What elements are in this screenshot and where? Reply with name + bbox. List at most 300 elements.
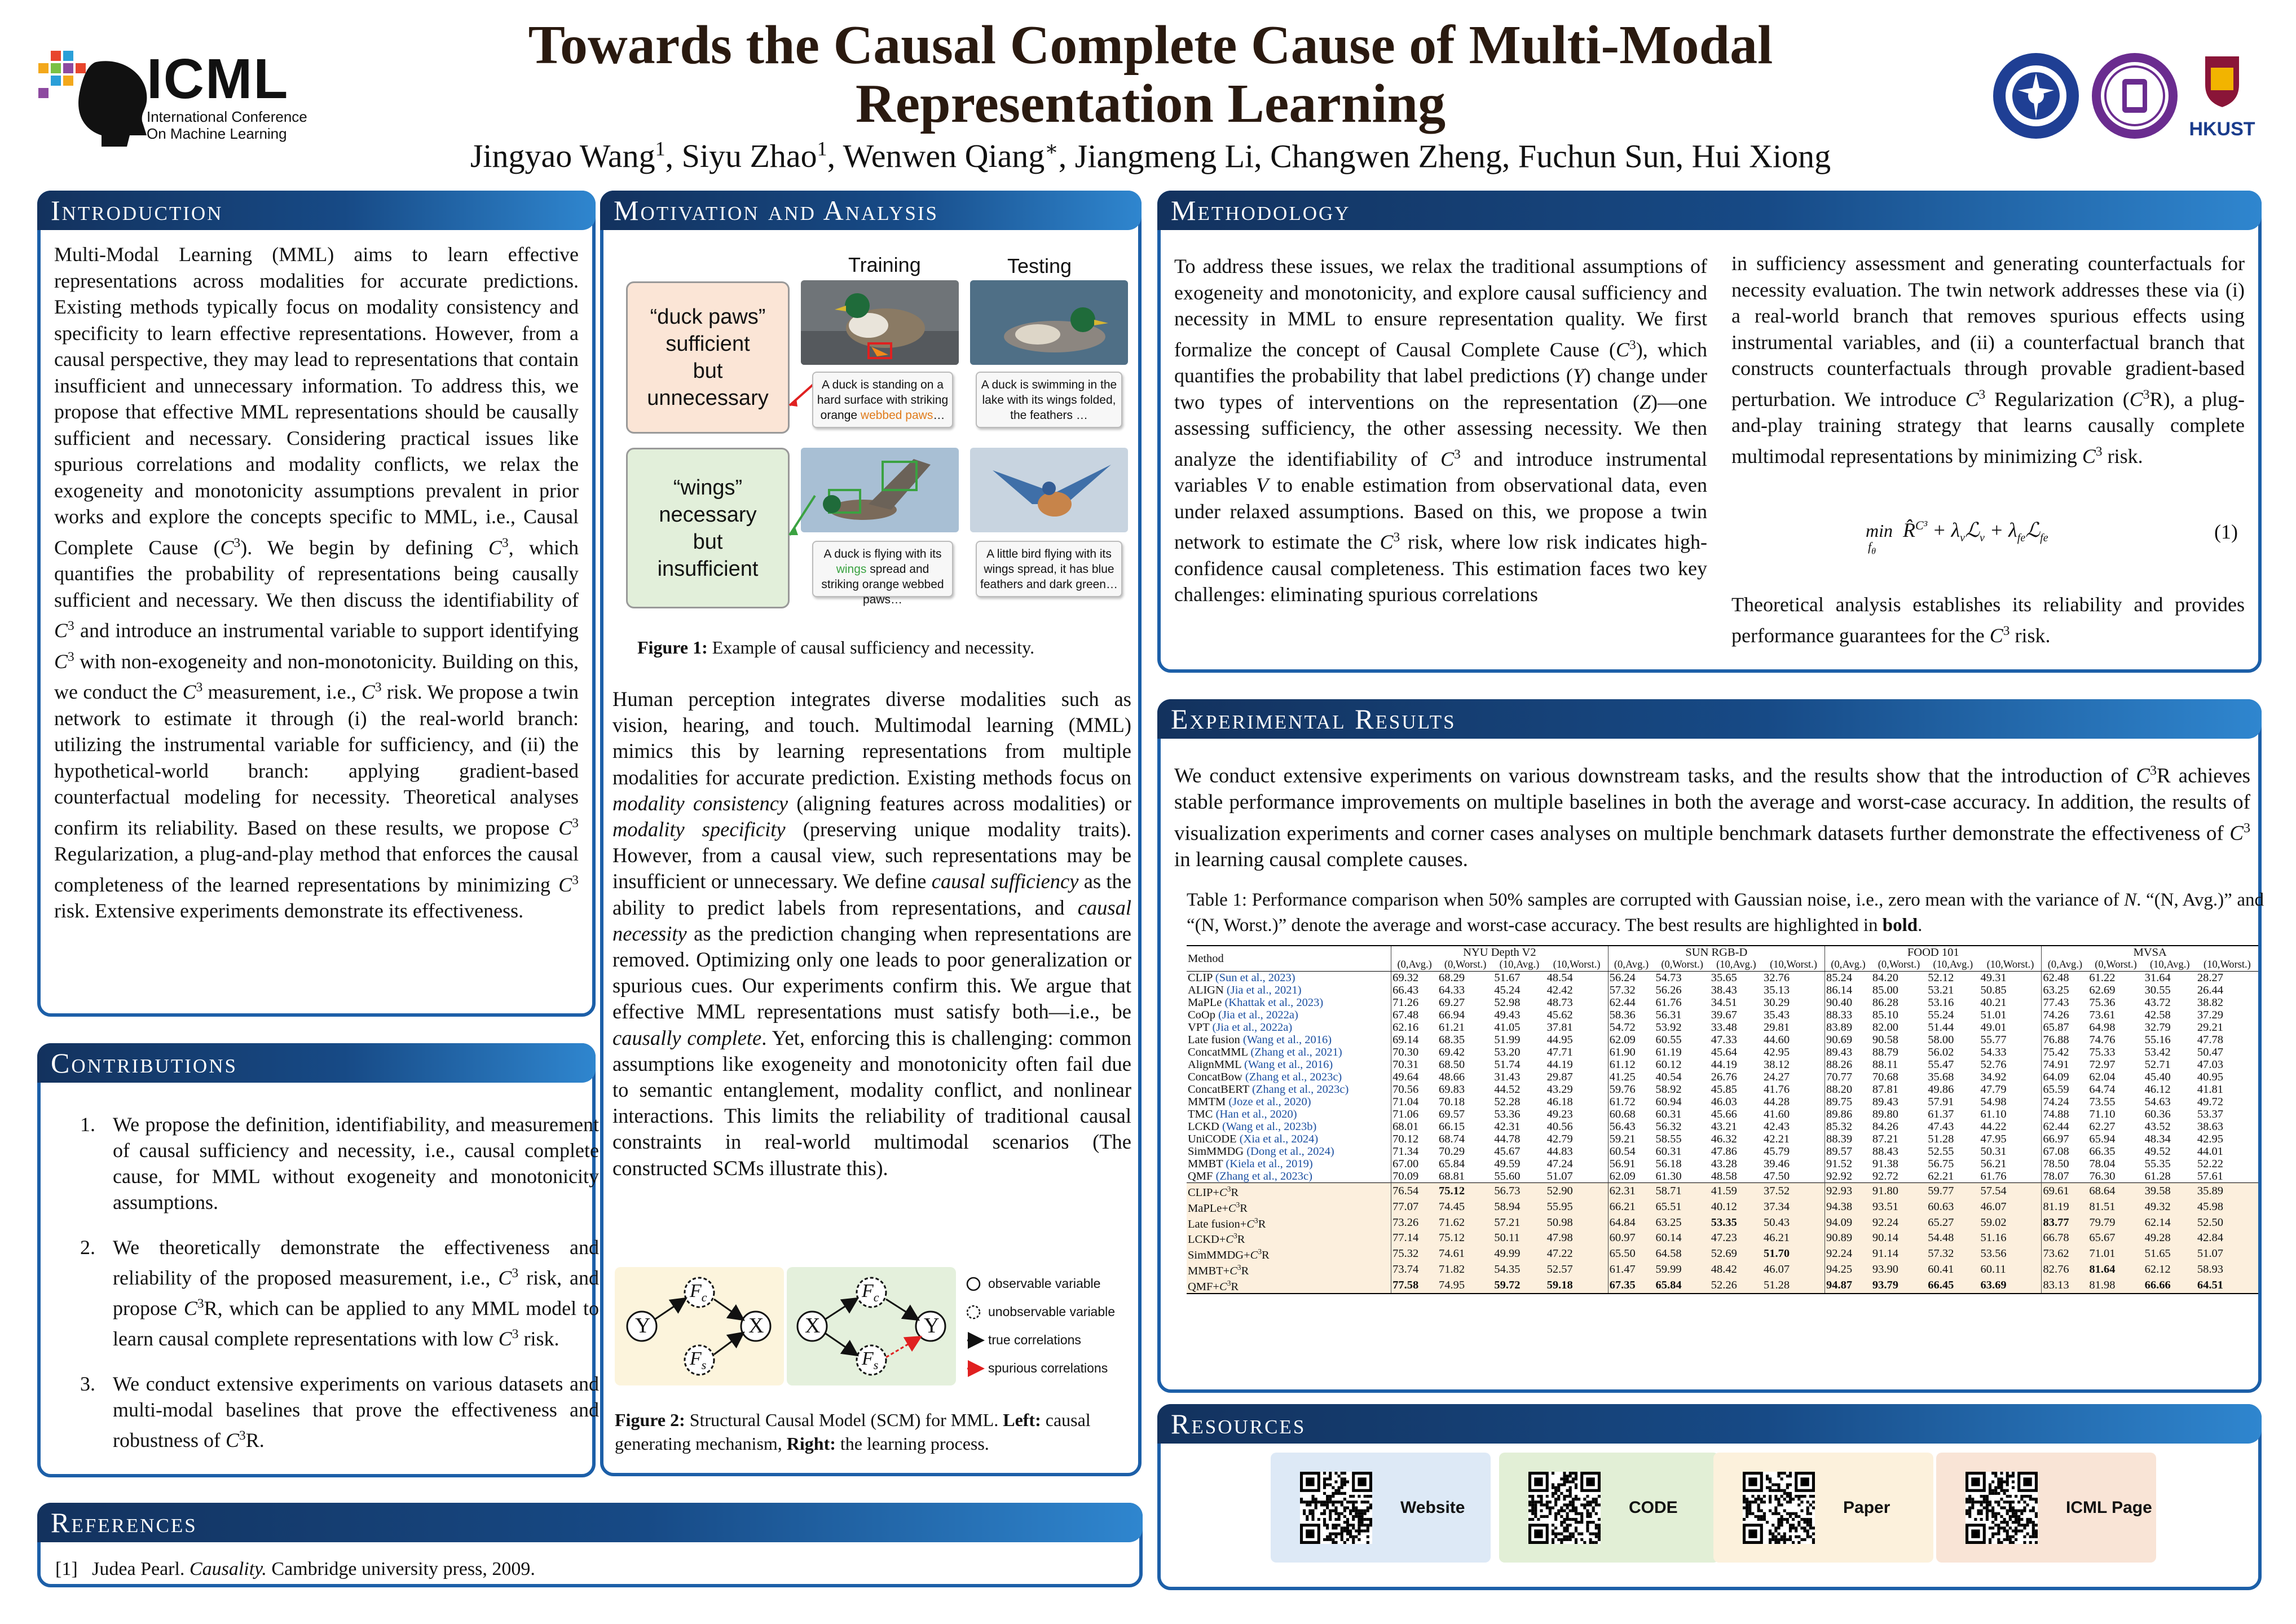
value-cell: 58.36: [1608, 1009, 1654, 1021]
value-cell: 89.75: [1825, 1096, 1871, 1108]
value-cell: 64.74: [2089, 1083, 2116, 1096]
value-cell: 60.63: [1927, 1199, 1979, 1215]
value-cell: 50.98: [1546, 1215, 1608, 1230]
value-cell: 52.12: [1928, 972, 1954, 984]
methodology-col1: To address these issues, we relax the traditional assumptions of exogeneity and monotonicity, and explore causal sufficiency and necessity in MML to ensure representation quality. We first formalize the concept of Causal Complete Cause $(C^3)$, which quantifies the probability that label predictions (Y) change under two types of interventions on the representation (Z)—one assessing sufficiency, the other assessing necessity. We then analyze the identifiability of $C^3$ and introduce instrumental variables V to enable estimation from observational data, even under relaxed assumptions. Based on this, we propose a twin network to estimate the $C^3$ risk, where low risk indicates high-confidence causal completeness. This estimation faces two key challenges: eliminating spurious correlations: [1174, 255, 1708, 606]
value-cell: 63.25: [2042, 984, 2088, 996]
value-cell: 61.37: [1928, 1108, 1954, 1120]
value-cell: 39.46: [1764, 1158, 1790, 1170]
value-cell: 37.34: [1762, 1199, 1825, 1215]
value-cell: 56.31: [1655, 1009, 1682, 1021]
experiments-panel: [1157, 699, 2262, 1393]
value-cell: 42.21: [1764, 1133, 1790, 1145]
value-cell: 49.64: [1391, 1071, 1438, 1083]
legend-true: true correlations: [988, 1332, 1081, 1347]
value-cell: 39.58: [2144, 1183, 2196, 1199]
value-cell: 88.39: [1825, 1133, 1871, 1145]
value-cell: 42.43: [1764, 1120, 1790, 1133]
value-cell: 70.77: [1825, 1071, 1871, 1083]
value-cell: 69.32: [1391, 972, 1438, 985]
value-cell: 54.35: [1493, 1261, 1545, 1277]
value-cell: 28.27: [2197, 972, 2224, 984]
value-cell: 59.99: [1654, 1261, 1709, 1277]
method-cell: ConcatMML (Zhang et al., 2021): [1188, 1046, 1342, 1058]
metric-header: (0,Worst.): [2088, 959, 2143, 972]
value-cell: 78.04: [2089, 1158, 2116, 1170]
value-cell: 49.99: [1493, 1246, 1545, 1261]
value-cell: 71.04: [1391, 1096, 1438, 1108]
method-cell: MMBT (Kiela et al., 2019): [1188, 1158, 1313, 1170]
value-cell: 47.23: [1710, 1230, 1762, 1246]
value-cell: 44.19: [1711, 1058, 1737, 1071]
value-cell: 84.26: [1872, 1120, 1899, 1133]
motivation-heading: Motivation and Analysis: [600, 191, 1142, 230]
value-cell: 35.13: [1764, 984, 1790, 996]
value-cell: 66.66: [2144, 1277, 2196, 1294]
qr-code-icon: [1966, 1472, 2038, 1544]
value-cell: 92.24: [1871, 1215, 1927, 1230]
value-cell: 92.24: [1825, 1246, 1871, 1261]
value-cell: 62.48: [2042, 972, 2088, 985]
value-cell: 53.56: [1979, 1246, 2042, 1261]
hkust-logo: [2188, 51, 2256, 141]
value-cell: 51.70: [1762, 1246, 1825, 1261]
table-row: [1187, 1215, 2258, 1230]
introduction-text: Multi-Modal Learning (MML) aims to learn effective representations across modalities for accurate predictions. Existing methods typically focus on modality consistency and specificity to learn effective representations. However, from a causal perspective, they may lead to representations that contain insufficient and unnecessary information. To address this, we propose that effective MML representations should be causally sufficient and necessary. Considering practical issues like spurious correlations and modality conflicts, we relax the exogeneity and monotonicity assumptions prevalent in prior works and explore the concepts specific to MML, i.e., Causal Complete Cause $(C^3)$. We begin by defining $C^3$, which quantifies the probability of representations being causally sufficient and necessary. We then discuss the identifiability of $C^3$ and introduce an instrumental variable to support identifying $C^3$ with non-exogeneity and non-monotonicity. Building on this, we conduct the $C^3$ measurement, i.e., $C^3$ risk. We propose a twin network to estimate it through (i) the real-world branch: utilizing the instrumental variable for sufficiency, and (ii) the hypothetical-world branch: applying gradient-based counterfactual modeling for necessity. Theoretical analyses confirm its reliability. Based on these results, we propose $C^3$ Regularization, a plug-and-play method that enforces the causal completeness of the learned representations by minimizing $C^3$ risk. Extensive experiments demonstrate its effectiveness.: [54, 243, 579, 922]
value-cell: 77.07: [1391, 1199, 1438, 1215]
value-cell: 51.16: [1979, 1230, 2042, 1246]
value-cell: 37.81: [1546, 1021, 1573, 1034]
value-cell: 67.00: [1391, 1158, 1438, 1170]
value-cell: 89.43: [1825, 1046, 1871, 1058]
value-cell: 53.20: [1494, 1046, 1521, 1058]
metric-header: (10,Worst.): [1546, 959, 1608, 972]
value-cell: 73.74: [1391, 1261, 1438, 1277]
value-cell: 62.09: [1608, 1034, 1654, 1046]
value-cell: 60.31: [1655, 1145, 1682, 1158]
value-cell: 91.14: [1871, 1246, 1927, 1261]
resource-card-code[interactable]: [1499, 1453, 1719, 1563]
node-fs-right: $F_s$: [862, 1348, 879, 1372]
value-cell: 76.54: [1391, 1183, 1438, 1199]
duck-flying-photo: [801, 448, 959, 532]
value-cell: 71.34: [1391, 1145, 1438, 1158]
metric-header: (10,Worst.): [1979, 959, 2042, 972]
value-cell: 61.10: [1980, 1108, 2007, 1120]
value-cell: 53.35: [1710, 1215, 1762, 1230]
value-cell: 69.61: [2042, 1183, 2088, 1199]
experiments-heading: Experimental Results: [1157, 699, 2262, 739]
motivation-panel: [600, 191, 1142, 1476]
value-cell: 60.12: [1655, 1058, 1682, 1071]
legend-spurious: spurious correlations: [988, 1361, 1108, 1375]
value-cell: 52.90: [1546, 1183, 1608, 1199]
value-cell: 81.51: [2088, 1199, 2143, 1215]
method-cell: ConcatBow (Zhang et al., 2023c): [1188, 1071, 1342, 1083]
value-cell: 88.43: [1872, 1145, 1899, 1158]
value-cell: 43.72: [2144, 996, 2171, 1009]
value-cell: 39.67: [1711, 1009, 1737, 1021]
value-cell: 62.69: [2089, 984, 2116, 996]
value-cell: 40.21: [1980, 996, 2007, 1009]
value-cell: 52.98: [1494, 996, 1521, 1009]
value-cell: 85.32: [1825, 1120, 1871, 1133]
metric-header: (0,Avg.): [1825, 959, 1871, 972]
value-cell: 49.28: [2144, 1230, 2196, 1246]
value-cell: 48.54: [1546, 972, 1573, 984]
value-cell: 56.75: [1928, 1158, 1954, 1170]
method-cell: Late $fusion+C^3R$: [1187, 1215, 1391, 1230]
value-cell: 81.64: [2088, 1261, 2143, 1277]
value-cell: 49.72: [2197, 1096, 2224, 1108]
value-cell: 46.03: [1711, 1096, 1737, 1108]
method-cell: Late fusion (Wang et al., 2016): [1188, 1034, 1332, 1046]
value-cell: 48.66: [1439, 1071, 1465, 1083]
node-y-left: Y: [635, 1314, 651, 1338]
value-cell: 83.13: [2042, 1277, 2088, 1294]
metric-header: (10,Avg.): [1927, 959, 1979, 972]
value-cell: 52.26: [1710, 1277, 1762, 1294]
value-cell: 54.73: [1655, 972, 1682, 984]
value-cell: 89.80: [1872, 1108, 1899, 1120]
node-fc-left: $F_c$: [690, 1281, 707, 1304]
value-cell: 77.43: [2042, 996, 2088, 1009]
value-cell: 70.29: [1439, 1145, 1465, 1158]
value-cell: 56.73: [1493, 1183, 1545, 1199]
value-cell: 93.90: [1871, 1261, 1927, 1277]
value-cell: 67.48: [1391, 1009, 1438, 1021]
value-cell: 62.44: [1608, 996, 1654, 1009]
metric-header: (10,Worst.): [2196, 959, 2258, 972]
table-row: [1187, 1009, 2258, 1021]
value-cell: 48.73: [1546, 996, 1573, 1009]
value-cell: 51.74: [1494, 1058, 1521, 1071]
value-cell: 66.43: [1391, 984, 1438, 996]
value-cell: 32.79: [2144, 1021, 2171, 1034]
value-cell: 54.72: [1608, 1021, 1654, 1034]
value-cell: 46.18: [1546, 1096, 1573, 1108]
method-cell: $CLIP+C^3R$: [1187, 1183, 1391, 1199]
resource-label: CODE: [1629, 1498, 1678, 1517]
value-cell: 40.54: [1655, 1071, 1682, 1083]
table-row: [1187, 996, 2258, 1009]
value-cell: 77.14: [1391, 1230, 1438, 1246]
value-cell: 61.21: [1439, 1021, 1465, 1034]
value-cell: 42.84: [2196, 1230, 2258, 1246]
value-cell: 55.95: [1546, 1199, 1608, 1215]
value-cell: 52.50: [2196, 1215, 2258, 1230]
value-cell: 64.98: [2089, 1021, 2116, 1034]
icml-wordmark: ICML: [147, 47, 289, 111]
references-panel: [37, 1503, 1143, 1587]
value-cell: 61.72: [1608, 1096, 1654, 1108]
value-cell: 53.92: [1655, 1021, 1682, 1034]
value-cell: 92.93: [1825, 1183, 1871, 1199]
value-cell: 74.26: [2042, 1009, 2088, 1021]
value-cell: 47.22: [1546, 1246, 1608, 1261]
value-cell: 46.32: [1711, 1133, 1737, 1145]
value-cell: 38.63: [2197, 1120, 2224, 1133]
value-cell: 61.12: [1608, 1058, 1654, 1071]
value-cell: 75.32: [1391, 1246, 1438, 1261]
table-row: [1187, 1170, 2258, 1183]
introduction-panel: [37, 191, 596, 1017]
value-cell: 29.21: [2197, 1021, 2224, 1034]
value-cell: 74.88: [2042, 1108, 2088, 1120]
value-cell: 86.14: [1825, 984, 1871, 996]
value-cell: 47.03: [2197, 1058, 2224, 1071]
value-cell: 44.95: [1546, 1034, 1573, 1046]
table-row: [1187, 1083, 2258, 1096]
qr-code-icon: [1528, 1472, 1601, 1544]
author-name: Jiangmeng Li: [1074, 138, 1254, 175]
value-cell: 58.00: [1928, 1034, 1954, 1046]
value-cell: 57.54: [1979, 1183, 2042, 1199]
value-cell: 76.88: [2042, 1034, 2088, 1046]
value-cell: 33.48: [1711, 1021, 1737, 1034]
value-cell: 88.33: [1825, 1009, 1871, 1021]
value-cell: 68.01: [1391, 1120, 1438, 1133]
caption-card-2: A duck is swimming in the lake with its wings folded, the feathers …: [976, 372, 1122, 428]
author-name: Wenwen Qiang∗: [843, 138, 1059, 175]
results-table: [1187, 945, 2258, 1294]
value-cell: 52.57: [1546, 1261, 1608, 1277]
method-cell: AlignMML (Wang et al., 2016): [1188, 1058, 1333, 1071]
value-cell: 70.56: [1391, 1083, 1438, 1096]
value-cell: 68.81: [1439, 1170, 1465, 1182]
value-cell: 51.65: [2144, 1246, 2196, 1261]
metric-header: (10,Avg.): [2144, 959, 2196, 972]
testing-column-label: Testing: [1007, 254, 1072, 277]
caption-card-3: A duck is flying with its wings spread and striking orange webbed paws…: [812, 541, 953, 597]
value-cell: 42.42: [1546, 984, 1573, 996]
value-cell: 60.54: [1608, 1145, 1654, 1158]
value-cell: 75.33: [2089, 1046, 2116, 1058]
resource-card-icml-page[interactable]: [1936, 1453, 2156, 1563]
value-cell: 58.93: [2196, 1261, 2258, 1277]
value-cell: 44.28: [1764, 1096, 1790, 1108]
value-cell: 41.76: [1764, 1083, 1790, 1096]
value-cell: 45.40: [2144, 1071, 2171, 1083]
caption-card-4: A little bird flying with its wings spread, it has blue feathers and dark green…: [976, 541, 1122, 597]
value-cell: 67.35: [1608, 1277, 1654, 1294]
poster-header: [0, 0, 2296, 180]
value-cell: 81.19: [2042, 1199, 2088, 1215]
value-cell: 48.58: [1711, 1170, 1737, 1182]
value-cell: 38.82: [2197, 996, 2224, 1009]
value-cell: 69.14: [1391, 1034, 1438, 1046]
dataset-header: SUN RGB-D: [1608, 946, 1825, 959]
value-cell: 78.07: [2042, 1170, 2088, 1183]
value-cell: 48.34: [2144, 1133, 2171, 1145]
value-cell: 86.28: [1872, 996, 1899, 1009]
value-cell: 30.29: [1764, 996, 1790, 1009]
value-cell: 70.09: [1391, 1170, 1438, 1183]
method-cell: VPT (Jia et al., 2022a): [1188, 1021, 1293, 1034]
value-cell: 52.28: [1494, 1096, 1521, 1108]
method-cell: ALIGN (Jia et al., 2021): [1188, 984, 1302, 996]
value-cell: 73.62: [2042, 1246, 2088, 1261]
value-cell: 41.60: [1764, 1108, 1790, 1120]
poster-title: Towards the Causal Complete Cause of Multi-Modal Representation Learning: [528, 15, 1773, 134]
equation-number: (1): [2214, 520, 2238, 543]
value-cell: 68.50: [1439, 1058, 1465, 1071]
value-cell: 66.97: [2042, 1133, 2088, 1145]
resource-card-paper[interactable]: [1713, 1453, 1933, 1563]
method-cell: TMC (Han et al., 2020): [1188, 1108, 1297, 1120]
table-row: [1187, 1199, 2258, 1215]
contributions-heading: Contributions: [37, 1043, 596, 1083]
value-cell: 41.05: [1494, 1021, 1521, 1034]
qr-code-icon: [1300, 1472, 1372, 1544]
value-cell: 74.95: [1438, 1277, 1493, 1294]
value-cell: 26.76: [1711, 1071, 1737, 1083]
icml-subtitle: International Conference On Machine Learning: [147, 108, 307, 142]
value-cell: 77.58: [1391, 1277, 1438, 1294]
value-cell: 51.01: [1980, 1009, 2007, 1021]
value-cell: 49.59: [1494, 1158, 1521, 1170]
value-cell: 64.58: [1654, 1246, 1709, 1261]
table-row: [1187, 1261, 2258, 1277]
value-cell: 51.28: [1762, 1277, 1825, 1294]
resource-card-website[interactable]: [1271, 1453, 1491, 1563]
value-cell: 43.28: [1711, 1158, 1737, 1170]
value-cell: 65.84: [1439, 1158, 1465, 1170]
table-row: [1187, 1108, 2258, 1120]
value-cell: 82.00: [1872, 1021, 1899, 1034]
duck-standing-photo: [801, 280, 959, 365]
bird-flying-photo: [970, 448, 1128, 532]
value-cell: 59.72: [1493, 1277, 1545, 1294]
value-cell: 45.98: [2196, 1199, 2258, 1215]
value-cell: 42.79: [1546, 1133, 1573, 1145]
method-cell: $MMBT+C^3R$: [1187, 1261, 1391, 1277]
value-cell: 66.21: [1608, 1199, 1654, 1215]
author-name: Jingyao Wang$^1$: [470, 138, 666, 175]
value-cell: 50.31: [1980, 1145, 2007, 1158]
value-cell: 93.79: [1871, 1277, 1927, 1294]
value-cell: 70.31: [1391, 1058, 1438, 1071]
value-cell: 70.12: [1391, 1133, 1438, 1145]
value-cell: 41.81: [2197, 1083, 2224, 1096]
metric-header: (10,Avg.): [1710, 959, 1762, 972]
node-y-right: Y: [924, 1314, 940, 1338]
method-cell: $QMF+C^3R$: [1187, 1277, 1391, 1294]
table-row: [1187, 1145, 2258, 1158]
references-heading: References: [37, 1503, 1143, 1542]
value-cell: 49.86: [1928, 1083, 1954, 1096]
value-cell: 76.30: [2089, 1170, 2116, 1182]
value-cell: 47.71: [1546, 1046, 1573, 1058]
value-cell: 61.76: [1655, 996, 1682, 1009]
value-cell: 62.21: [1928, 1170, 1954, 1182]
value-cell: 94.87: [1825, 1277, 1871, 1294]
value-cell: 31.43: [1494, 1071, 1521, 1083]
value-cell: 62.16: [1391, 1021, 1438, 1034]
figure-2-caption: Figure 2: Structural Causal Model (SCM) for MML. Left: causal generating mechanism, Right: the learning process.: [615, 1410, 1091, 1454]
value-cell: 45.24: [1494, 984, 1521, 996]
value-cell: 71.10: [2089, 1108, 2116, 1120]
value-cell: 56.32: [1655, 1120, 1682, 1133]
resource-label: ICML Page: [2066, 1498, 2152, 1517]
value-cell: 40.95: [2197, 1071, 2224, 1083]
value-cell: 62.27: [2089, 1120, 2116, 1133]
value-cell: 34.92: [1980, 1071, 2007, 1083]
value-cell: 44.83: [1546, 1145, 1573, 1158]
value-cell: 56.21: [1980, 1158, 2007, 1170]
value-cell: 34.51: [1711, 996, 1737, 1009]
value-cell: 38.43: [1711, 984, 1737, 996]
legend-observable: observable variable: [988, 1276, 1101, 1291]
value-cell: 57.21: [1493, 1215, 1545, 1230]
value-cell: 59.02: [1979, 1215, 2042, 1230]
value-cell: 66.35: [2089, 1145, 2116, 1158]
contribution-item: 1. We propose the definition, identifiability, and measurement of causal sufficiency and necessity, i.e., causal complete cause, for MML without exogeneity and monotonicity assumptions.: [80, 1113, 599, 1213]
value-cell: 62.09: [1608, 1170, 1654, 1183]
table-row: [1187, 1133, 2258, 1145]
value-cell: 62.31: [1608, 1183, 1654, 1199]
value-cell: 44.52: [1494, 1083, 1521, 1096]
value-cell: 60.11: [1979, 1261, 2042, 1277]
value-cell: 50.85: [1980, 984, 2007, 996]
value-cell: 42.58: [2144, 1009, 2171, 1021]
value-cell: 54.33: [1980, 1046, 2007, 1058]
value-cell: 68.35: [1439, 1034, 1465, 1046]
necessary-insufficient-box: “wings” necessary but insufficient: [626, 448, 790, 608]
value-cell: 69.27: [1439, 996, 1465, 1009]
value-cell: 38.12: [1764, 1058, 1790, 1071]
svg-text:HKUST: HKUST: [2189, 118, 2255, 140]
value-cell: 56.26: [1655, 984, 1682, 996]
affiliation-logos: [1991, 51, 2273, 152]
value-cell: 69.57: [1439, 1108, 1465, 1120]
value-cell: 58.94: [1493, 1199, 1545, 1215]
table-row: [1187, 1096, 2258, 1108]
value-cell: 59.21: [1608, 1133, 1654, 1145]
value-cell: 65.50: [1608, 1246, 1654, 1261]
value-cell: 91.38: [1872, 1158, 1899, 1170]
table-row: [1187, 1277, 2258, 1294]
value-cell: 55.77: [1980, 1034, 2007, 1046]
value-cell: 40.56: [1546, 1120, 1573, 1133]
icml-logo: [34, 39, 350, 152]
value-cell: 35.68: [1928, 1071, 1954, 1083]
table-row: [1187, 1183, 2258, 1199]
value-cell: 53.36: [1494, 1108, 1521, 1120]
value-cell: 26.44: [2197, 984, 2224, 996]
value-cell: 49.32: [2144, 1199, 2196, 1215]
value-cell: 52.55: [1928, 1145, 1954, 1158]
value-cell: 45.85: [1711, 1083, 1737, 1096]
figure-1: [615, 253, 1134, 682]
value-cell: 51.99: [1494, 1034, 1521, 1046]
value-cell: 50.47: [2197, 1046, 2224, 1058]
value-cell: 64.84: [1608, 1215, 1654, 1230]
value-cell: 37.52: [1762, 1183, 1825, 1199]
value-cell: 44.01: [2197, 1145, 2224, 1158]
value-cell: 60.36: [2144, 1108, 2171, 1120]
methodology-panel: [1157, 191, 2262, 673]
value-cell: 89.86: [1825, 1108, 1871, 1120]
value-cell: 60.14: [1654, 1230, 1709, 1246]
value-cell: 91.52: [1825, 1158, 1871, 1170]
value-cell: 71.26: [1391, 996, 1438, 1009]
value-cell: 41.25: [1608, 1071, 1654, 1083]
value-cell: 45.66: [1711, 1108, 1737, 1120]
contribution-item: 2. We theoretically demonstrate the effectiveness and reliability of the proposed measurement, i.e., $C^3$ risk, and propose $C^3R$, which can be applied to any MML model to learn causal complete representations with low $C^3$ risk.: [80, 1236, 599, 1350]
author-name: Siyu Zhao$^1$: [681, 138, 827, 175]
value-cell: 43.52: [2144, 1120, 2171, 1133]
